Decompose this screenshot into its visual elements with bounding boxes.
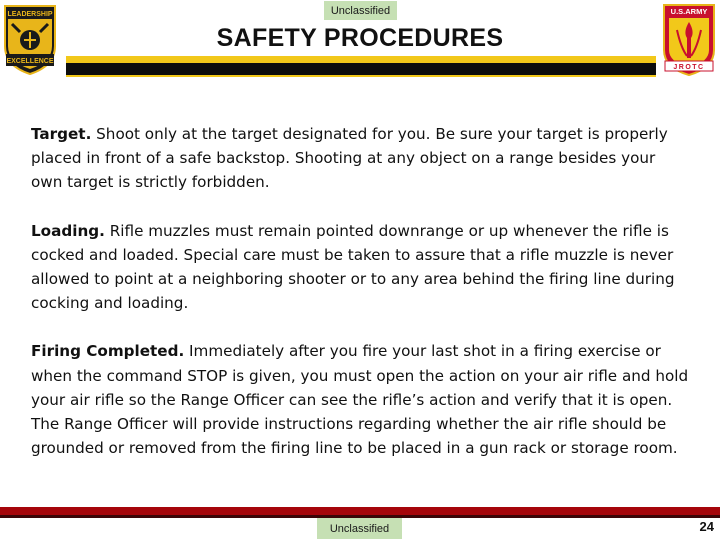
right-logo-bottom-text: JROTC (673, 64, 705, 71)
classification-banner-top: Unclassified (324, 1, 397, 20)
page-title: SAFETY PROCEDURES (216, 24, 504, 52)
paragraph-text: Immediately after you fire your last shot in a firing exercise or when the command STOP is given, you must open the action on your air rifle and hold your air rifle so the Range Officer can see the rifle’s action and verify that it is open. The Range Officer will provide instructions regarding whether the air rifle should be grounded or removed from the firing line to be placed in a gun rack or storage room. (31, 342, 689, 458)
classification-banner-bottom: Unclassified (317, 518, 402, 539)
us-army-jrotc-emblem-icon (661, 2, 717, 76)
footer-bar (0, 507, 720, 515)
title-rule-gold (66, 56, 656, 63)
paragraph-firing-completed (31, 339, 691, 460)
paragraph-loading (31, 219, 691, 316)
left-logo-top-text: LEADERSHIP (7, 11, 53, 18)
paragraph-lead: Loading. (31, 221, 105, 240)
right-logo-top-text: U.S.ARMY (670, 7, 708, 16)
title-rule-black (66, 63, 656, 75)
paragraph-lead: Firing Completed. (31, 342, 185, 361)
page-number: 24 (699, 519, 714, 534)
left-logo-bottom-text: EXCELLENCE (6, 58, 54, 65)
leadership-excellence-crest-icon (2, 2, 58, 76)
paragraph-lead: Target. (31, 125, 92, 143)
paragraph-target (31, 122, 691, 195)
content-body (31, 122, 691, 460)
title-rule-gold-bottom (66, 75, 656, 77)
paragraph-text: Shoot only at the target designated for you. Be sure your target is properly placed in front of a safe backstop. Shooting at any object on a range besides your own target is strictly forbidden. (31, 125, 668, 192)
paragraph-text: Rifle muzzles must remain pointed downrange or up whenever the rifle is cocked and loaded. Special care must be taken to assure that a rifle muzzle is never allowed to point at a neighboring shooter or to any area behind the firing line during cocking and loading. (31, 221, 675, 313)
